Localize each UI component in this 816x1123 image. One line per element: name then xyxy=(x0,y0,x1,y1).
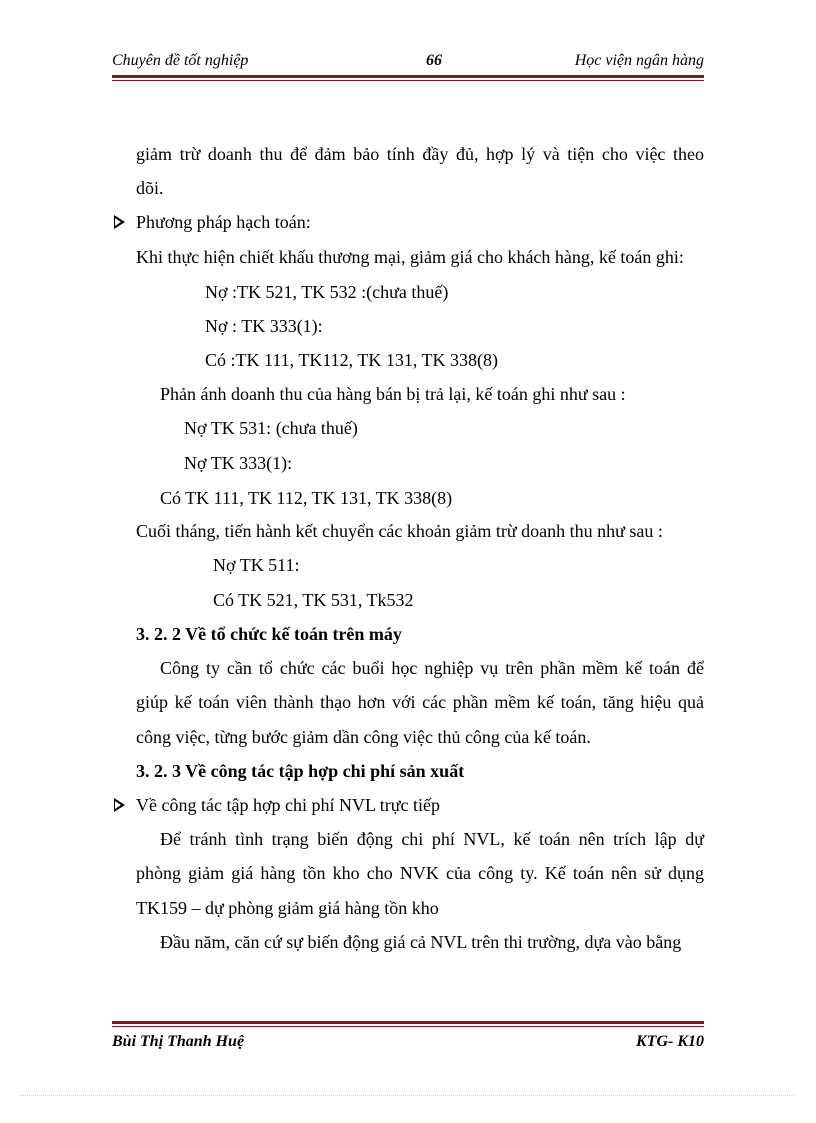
section-heading: 3. 2. 2 Về tổ chức kế toán trên máy xyxy=(136,624,402,644)
header-institution: Học viện ngân hàng xyxy=(574,52,704,69)
paragraph-line: giúp kế toán viên thành thạo hơn với các phần mềm kế toán, tăng hiệu quả xyxy=(136,692,704,712)
paragraph-line: TK159 – dự phòng giảm giá hàng tồn kho xyxy=(136,898,439,918)
footer-class: KTG- K10 xyxy=(636,1033,704,1050)
entry-debit: Nợ : TK 333(1): xyxy=(205,316,323,336)
bullet-item-method: Phương pháp hạch toán: xyxy=(136,212,311,232)
paragraph-line: phòng giảm giá hàng tồn kho cho NVK của công ty. Kế toán nên sử dụng xyxy=(136,863,704,883)
paragraph-line: dõi. xyxy=(136,178,164,198)
entry-credit: Có :TK 111, TK112, TK 131, TK 338(8) xyxy=(205,350,498,370)
paragraph-line: Công ty cần tổ chức các buổi học nghiệp vụ trên phần mềm kế toán để xyxy=(160,658,704,678)
header-rule xyxy=(112,75,704,81)
footer-rule xyxy=(112,1021,704,1027)
page-bottom-divider xyxy=(20,1095,796,1096)
paragraph-line: Để tránh tình trạng biến động chi phí NVL, kế toán nên trích lập dự xyxy=(160,829,704,849)
arrow-bullet-icon xyxy=(114,215,125,229)
paragraph-line: công việc, từng bước giảm dần công việc thủ công của kế toán. xyxy=(136,727,591,747)
section-heading: 3. 2. 3 Về công tác tập hợp chi phí sản xuất xyxy=(136,761,465,781)
entry-debit: Nợ TK 531: (chưa thuế) xyxy=(184,418,358,438)
bullet-item-nvl: Về công tác tập hợp chi phí NVL trực tiếp xyxy=(136,795,441,815)
arrow-bullet-icon xyxy=(114,798,125,812)
header-document-title: Chuyên đề tốt nghiệp xyxy=(112,52,249,69)
paragraph-line: Cuối tháng, tiến hành kết chuyển các khoản giảm trừ doanh thu như sau : xyxy=(136,521,663,541)
entry-debit: Nợ TK 333(1): xyxy=(184,453,293,473)
entry-debit: Nợ TK 511: xyxy=(213,555,300,575)
paragraph-line: giảm trừ doanh thu để đảm bảo tính đầy đủ, hợp lý và tiện cho việc theo xyxy=(136,144,704,164)
entry-credit: Có TK 521, TK 531, Tk532 xyxy=(213,590,414,610)
page-footer xyxy=(112,1031,704,1055)
paragraph-line: Khi thực hiện chiết khấu thương mại, giảm giá cho khách hàng, kế toán ghi: xyxy=(136,247,684,267)
header-page-number: 66 xyxy=(426,52,442,69)
paragraph-line: Phản ánh doanh thu của hàng bán bị trả lại, kế toán ghi như sau : xyxy=(160,384,626,404)
page-header xyxy=(112,50,704,74)
entry-credit: Có TK 111, TK 112, TK 131, TK 338(8) xyxy=(160,488,453,508)
entry-debit: Nợ :TK 521, TK 532 :(chưa thuế) xyxy=(205,282,449,302)
paragraph-line: Đầu năm, căn cứ sự biến động giá cả NVL trên thi trường, dựa vào bằng xyxy=(160,932,682,952)
footer-author: Bùi Thị Thanh Huệ xyxy=(112,1033,245,1050)
